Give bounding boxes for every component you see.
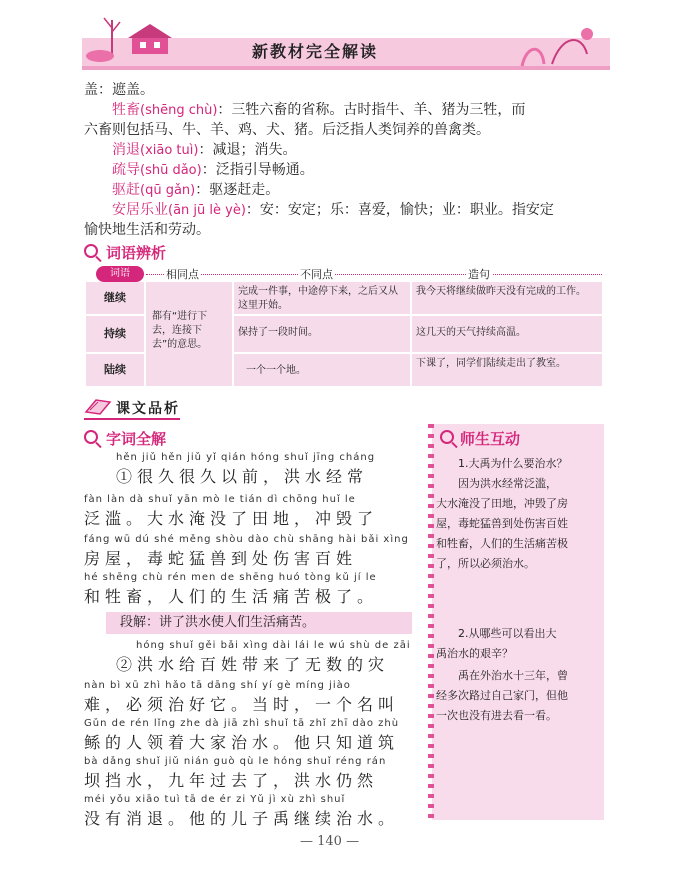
col-example: 造句 [468, 268, 490, 281]
question-2: 2.从哪些可以看出大 [458, 627, 557, 640]
text-line: 鲧的人领着大家治水。他只知道筑 [84, 733, 400, 752]
term-text: ：驱逐赶走。 [195, 182, 280, 198]
question-1: 1.大禹为什么要治水？ [458, 457, 568, 470]
term-pinyin: (qū gǎn) [140, 183, 196, 198]
table-cell-example: 我今天将继续做昨天没有完成的工作。 [412, 282, 602, 314]
def-livestock-cont: 六畜则包括马、牛、羊、鸡、犬、猪。后泛指人类饲养的兽禽类。 [84, 122, 490, 138]
sidebar-title: 师生互动 [460, 430, 521, 448]
table-cell-example: 下课了，同学们陆续走出了教室。 [412, 354, 602, 386]
question-2-cont: 禹治水的艰辛？ [436, 647, 513, 660]
answer-1-line: 和牲畜，人们的生活痛苦极 [436, 537, 568, 550]
pinyin-line: hé shēng chù rén men de shēng huó tòng kǔ jí le [84, 572, 377, 583]
pinyin-line: bà dǎng shuǐ jiǔ nián guò qù le hóng shuǐ réng rán [84, 756, 387, 767]
table-cell-diff: 保持了一段时间。 [234, 316, 410, 352]
table-cell-example: 这几天的天气持续高温。 [412, 316, 602, 352]
shared-meaning: 都有“进行下去，连接下去”的意思。 [146, 282, 232, 386]
table-row-word: 继续 [86, 282, 144, 314]
def-livestock [112, 100, 525, 121]
text-line: ②洪水给百姓带来了无数的灾 [116, 655, 390, 674]
col-diff: 不同点 [300, 268, 333, 281]
answer-2-line: 一次也没有进去看一看。 [436, 709, 557, 722]
vocab-title: 字词全解 [106, 430, 167, 448]
def-recede [112, 140, 296, 161]
book-icon [84, 396, 114, 420]
paragraph-summary: 段解：讲了洪水使人们生活痛苦。 [106, 612, 412, 634]
answer-2-line: 禹在外治水十三年，曾 [458, 669, 568, 682]
answer-1-line: 屋，毒蛇猛兽到处伤害百姓 [436, 517, 568, 530]
col-word: 词语 [96, 266, 144, 282]
def-settle-cont: 愉快地生活和劳动。 [84, 222, 210, 238]
table-cell-diff: 完成一件事，中途停下来，之后又从这里开始。 [234, 282, 410, 314]
text-line: 和牲畜，人们的生活痛苦极了。 [84, 587, 379, 606]
text-line: ①很久很久以前，洪水经常 [116, 467, 369, 486]
word-analysis-table [86, 280, 602, 386]
table-cell-diff: 一个一个地。 [234, 354, 410, 386]
term: 消退 [112, 142, 140, 158]
answer-1-line: 大水淹没了田地，冲毁了房 [436, 497, 568, 510]
pinyin-line: nàn bì xū zhì hǎo tā dāng shí yí gè míng jiào [84, 680, 351, 691]
text-line: 坝挡水，九年过去了，洪水仍然 [84, 771, 379, 790]
term: 驱赶 [112, 182, 140, 198]
term-text: ：减退；消失。 [198, 142, 297, 158]
term-pinyin: (xiāo tuì) [140, 143, 199, 158]
sidebar-dotted-border [428, 424, 434, 824]
text-line: 没有消退。他的儿子禹继续治水。 [84, 809, 400, 828]
text-analysis-title: 课文品析 [116, 401, 180, 417]
word-analysis-title: 词语辨析 [106, 244, 167, 262]
pinyin-line: fáng wū dú shé měng shòu dào chù shāng hài bǎi xìng [84, 534, 409, 545]
term-pinyin: (shū dǎo) [140, 163, 202, 178]
text-line: 难，必须治好它。当时，一个名叫 [84, 695, 400, 714]
term-text: ：安：安定；乐：喜爱，愉快；业：职业。指安定 [245, 202, 554, 218]
term: 牲畜 [112, 102, 140, 118]
term-text: ：泛指引导畅通。 [201, 162, 314, 178]
term: 疏导 [112, 162, 140, 178]
def-line-0: 盖：遮盖。 [84, 82, 154, 98]
pinyin-line: hóng shuǐ gěi bǎi xìng dài lái le wú shù de zāi [136, 640, 411, 651]
pinyin-line: hěn jiǔ hěn jiǔ yǐ qián hóng shuǐ jīng cháng [116, 452, 376, 463]
def-dredge [112, 160, 314, 181]
table-row-word: 持续 [86, 316, 144, 352]
magnifier-icon [440, 430, 454, 444]
table-row-word: 陆续 [86, 354, 144, 386]
magnifier-icon [84, 430, 98, 444]
col-same: 相同点 [166, 268, 199, 281]
text-line: 房屋，毒蛇猛兽到处伤害百姓 [84, 549, 358, 568]
text-line: 泛滥。大水淹没了田地，冲毁了 [84, 509, 379, 528]
header-title: 新教材完全解读 [252, 42, 379, 61]
pinyin-line: méi yǒu xiāo tuì tā de ér zi Yǔ jì xù zhì shuǐ [84, 794, 346, 805]
answer-2-line: 经多次路过自己家门，但他 [436, 689, 568, 702]
title-underline [84, 418, 180, 420]
pinyin-line: fàn làn dà shuǐ yān mò le tián dì chōng huǐ le [84, 494, 356, 505]
def-settle [112, 200, 554, 221]
answer-1-line: 了，所以必须治水。 [436, 557, 535, 570]
pinyin-line: Gǔn de rén lǐng zhe dà jiā zhì shuǐ tā zhǐ zhī dào zhù [84, 718, 400, 729]
term-text: ：三牲六畜的省称。古时指牛、羊、猪为三牲，而 [217, 102, 526, 118]
def-drive-away [112, 180, 279, 201]
term-pinyin: (shēng chù) [140, 103, 218, 118]
magnifier-icon [84, 244, 98, 258]
term-pinyin: (ān jū lè yè) [168, 203, 246, 218]
answer-1-line: 因为洪水经常泛滥， [458, 477, 557, 490]
term: 安居乐业 [112, 202, 168, 218]
page-number: — 140 — [300, 834, 360, 849]
header-divider [146, 274, 602, 275]
